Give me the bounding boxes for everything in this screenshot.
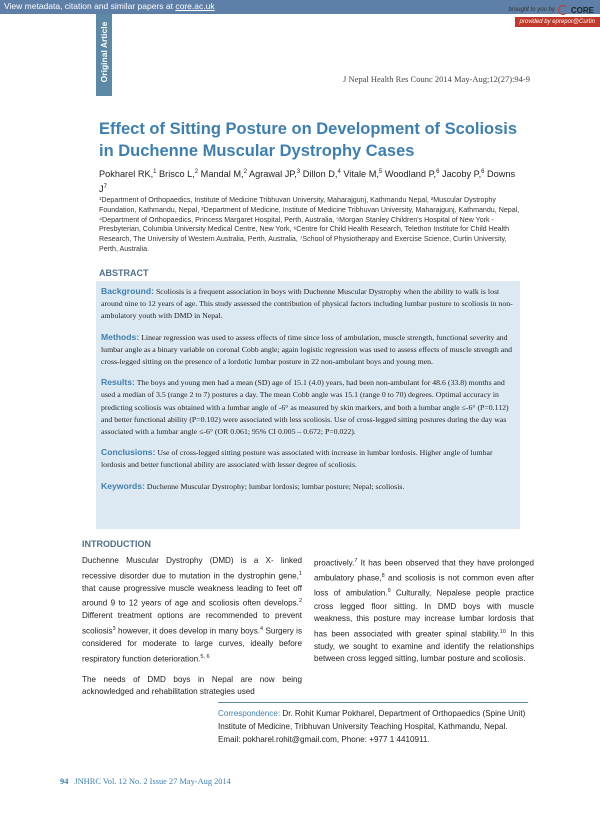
article-type-label: Original Article — [99, 21, 109, 83]
article-title: Effect of Sitting Posture on Development of Scoliosis in Duchenne Muscular Dystrophy Cases — [99, 120, 518, 160]
abstract-conclusions: Conclusions: Use of cross-legged sitting posture was associated with increase in lumbar lordosis. Higher angle of lumbar lordosis and better functional ability are associated with lesser degree of scoliosis. — [101, 447, 493, 470]
correspondence — [218, 702, 528, 746]
author: Mandal M,$^2$ — [198, 169, 247, 180]
core-logo-text: CORE — [570, 5, 594, 15]
author: Brisco L,$^2$ — [156, 169, 199, 180]
correspondence-label: Correspondence: — [218, 709, 281, 718]
core-link-prefix: View metadata, citation and similar papers at — [4, 1, 176, 11]
intro-paragraph-1: Duchenne Muscular Dystrophy (DMD) is a X- linked recessive disorder due to mutation in the dystrophin gene,$^1$ that cause progressive muscle weakness leading to feet off around 9 to 12 years of age and scoliosis often develops.$^2$ Different treatment options are recommended to prevent scoliosis$^3$ however, it does develop in many boys.$^4$ Surgery is considered for moderate to large curves, ideally before respiratory function deterioration.$^{5, 6}$ — [82, 556, 302, 664]
introduction-heading: INTRODUCTION — [82, 539, 151, 549]
author: Vitale M,$^5$ — [340, 169, 383, 180]
journal-citation: JNHRC Vol. 12 No. 2 Issue 27 May-Aug 2014 — [74, 777, 231, 786]
core-link-site[interactable]: core.ac.uk — [175, 1, 215, 11]
intro-paragraph-2: The needs of DMD boys in Nepal are now being acknowledged and rehabilitation strategies used — [82, 674, 302, 697]
core-logo[interactable] — [509, 4, 595, 16]
article-type-tab — [96, 14, 112, 96]
author: Downs $J^7$ — [99, 169, 516, 195]
correspondence-text: Dr. Rohit Kumar Pokharel, Department of Orthopaedics (Spine Unit) Institute of Medicine, Tribhuvan University Teaching Hospital, Kathmandu, Nepal. Email: pokharel.rohit@gmail.com, Phone: +977 1 4410911. — [218, 709, 526, 744]
affiliations: ¹Department of Orthopaedics, Institute of Medicine Tribhuvan University, Maharajgunj, Kathmandu Nepal, ²Muscular Dystrophy Foundation, Kathmandu, Nepal, ³Department of Medicine, Institute of Medicine Tribhuvan University, Maharajgunj, Kathmandu, Nepal, ⁴Department of Orthopaedics, Princess Margaret Hospital, Perth, Australia, ⁵Morgan Stanley Children's Hospital of New York - Presbyterian, Columbia University Medical Centre, New York, ⁶Centre for Child Health Research, Telethon Institute for Child Health Research, The University of Western Australia, Perth, Australia, ⁷School of Physiotherapy and Exercise Science, Curtin University, Perth, Australia. — [99, 196, 520, 253]
author-list — [99, 166, 519, 196]
abstract-results: Results: The boys and young men had a mean (SD) age of 15.1 (4.0) years, had been non-ambulant for 48.6 (33.8) months and used a median of 3.5 (range 2 to 7) postures a day. The mean Cobb angle was 15.1 (range 0 to 70) degrees. Optimal accuracy in predicting scoliosis was obtained with a lumbar angle of -6° as measured by skin markers, and both a lumbar angle ≤-6° (P=0.112) and better functional ability (P=0.102) were associated with less scoliosis. Use of cross-legged sitting postures during the day was associated with a lumbar angle ≤-6° (OR 0.061; 95% CI 0.005 – 0.672; P=0.022). — [101, 377, 509, 437]
abstract-keywords: Keywords: Duchenne Muscular Dystrophy; lumbar lordosis; lumbar posture; Nepal; scoliosis. — [101, 480, 405, 491]
abstract-heading: ABSTRACT — [99, 268, 149, 278]
page-footer — [60, 777, 231, 786]
abstract-background: Background: Scoliosis is a frequent association in boys with Duchenne Muscular Dystrophy when the ability to walk is lost around nine to 12 years of age. This study assessed the contribution of physical factors including lumbar posture to scoliosis in non-ambulatory youth with DMD in Nepal. — [101, 286, 513, 321]
abstract-methods: Methods: Linear regression was used to assess effects of time since loss of ambulation, muscle strength, functional severity and lumbar angle as a binary variable on coronal Cobb angle; again logistic regression was used to assess effects of muscle strength and cross-legged sitting on the presence of a lordotic lumbar posture in 22 non-ambulant boys and young men. — [101, 331, 513, 367]
page-number: 94 — [60, 777, 69, 786]
core-logo-icon — [558, 5, 568, 15]
author: Woodland P,$^6$ — [382, 169, 440, 180]
author: Agrawal JP,$^3$ — [246, 169, 301, 180]
intro-paragraph-3: proactively.$^7$ It has been observed that they have prolonged ambulatory phase,$^8$ and scoliosis is not common even after loss of ambulation.$^9$ Culturally, Nepalese people practice cross legged floor sitting. In DMD boys with muscle weakness, this posture may increase lumbar lordosis that has been associated with greater spinal stability.$^{10}$ In this study, we sought to examine and identify the relationships between cross legged sitting, lumbar posture and scoliosis. — [314, 558, 534, 664]
core-brought-text: brought to you by — [508, 7, 555, 13]
running-head: J Nepal Health Res Counc 2014 May-Aug;12(27):94-9 — [343, 74, 530, 84]
intro-left-column — [82, 555, 302, 707]
author: Pokharel RK,$^1$ — [99, 169, 157, 180]
author: Dillon D,$^4$ — [300, 169, 341, 180]
author: Jacoby P,$^6$ — [439, 169, 485, 180]
core-link[interactable] — [4, 1, 215, 11]
abstract-box — [96, 281, 520, 529]
intro-right-column — [314, 555, 534, 674]
core-provided-badge: provided by eprepor@Curtin — [515, 17, 600, 27]
